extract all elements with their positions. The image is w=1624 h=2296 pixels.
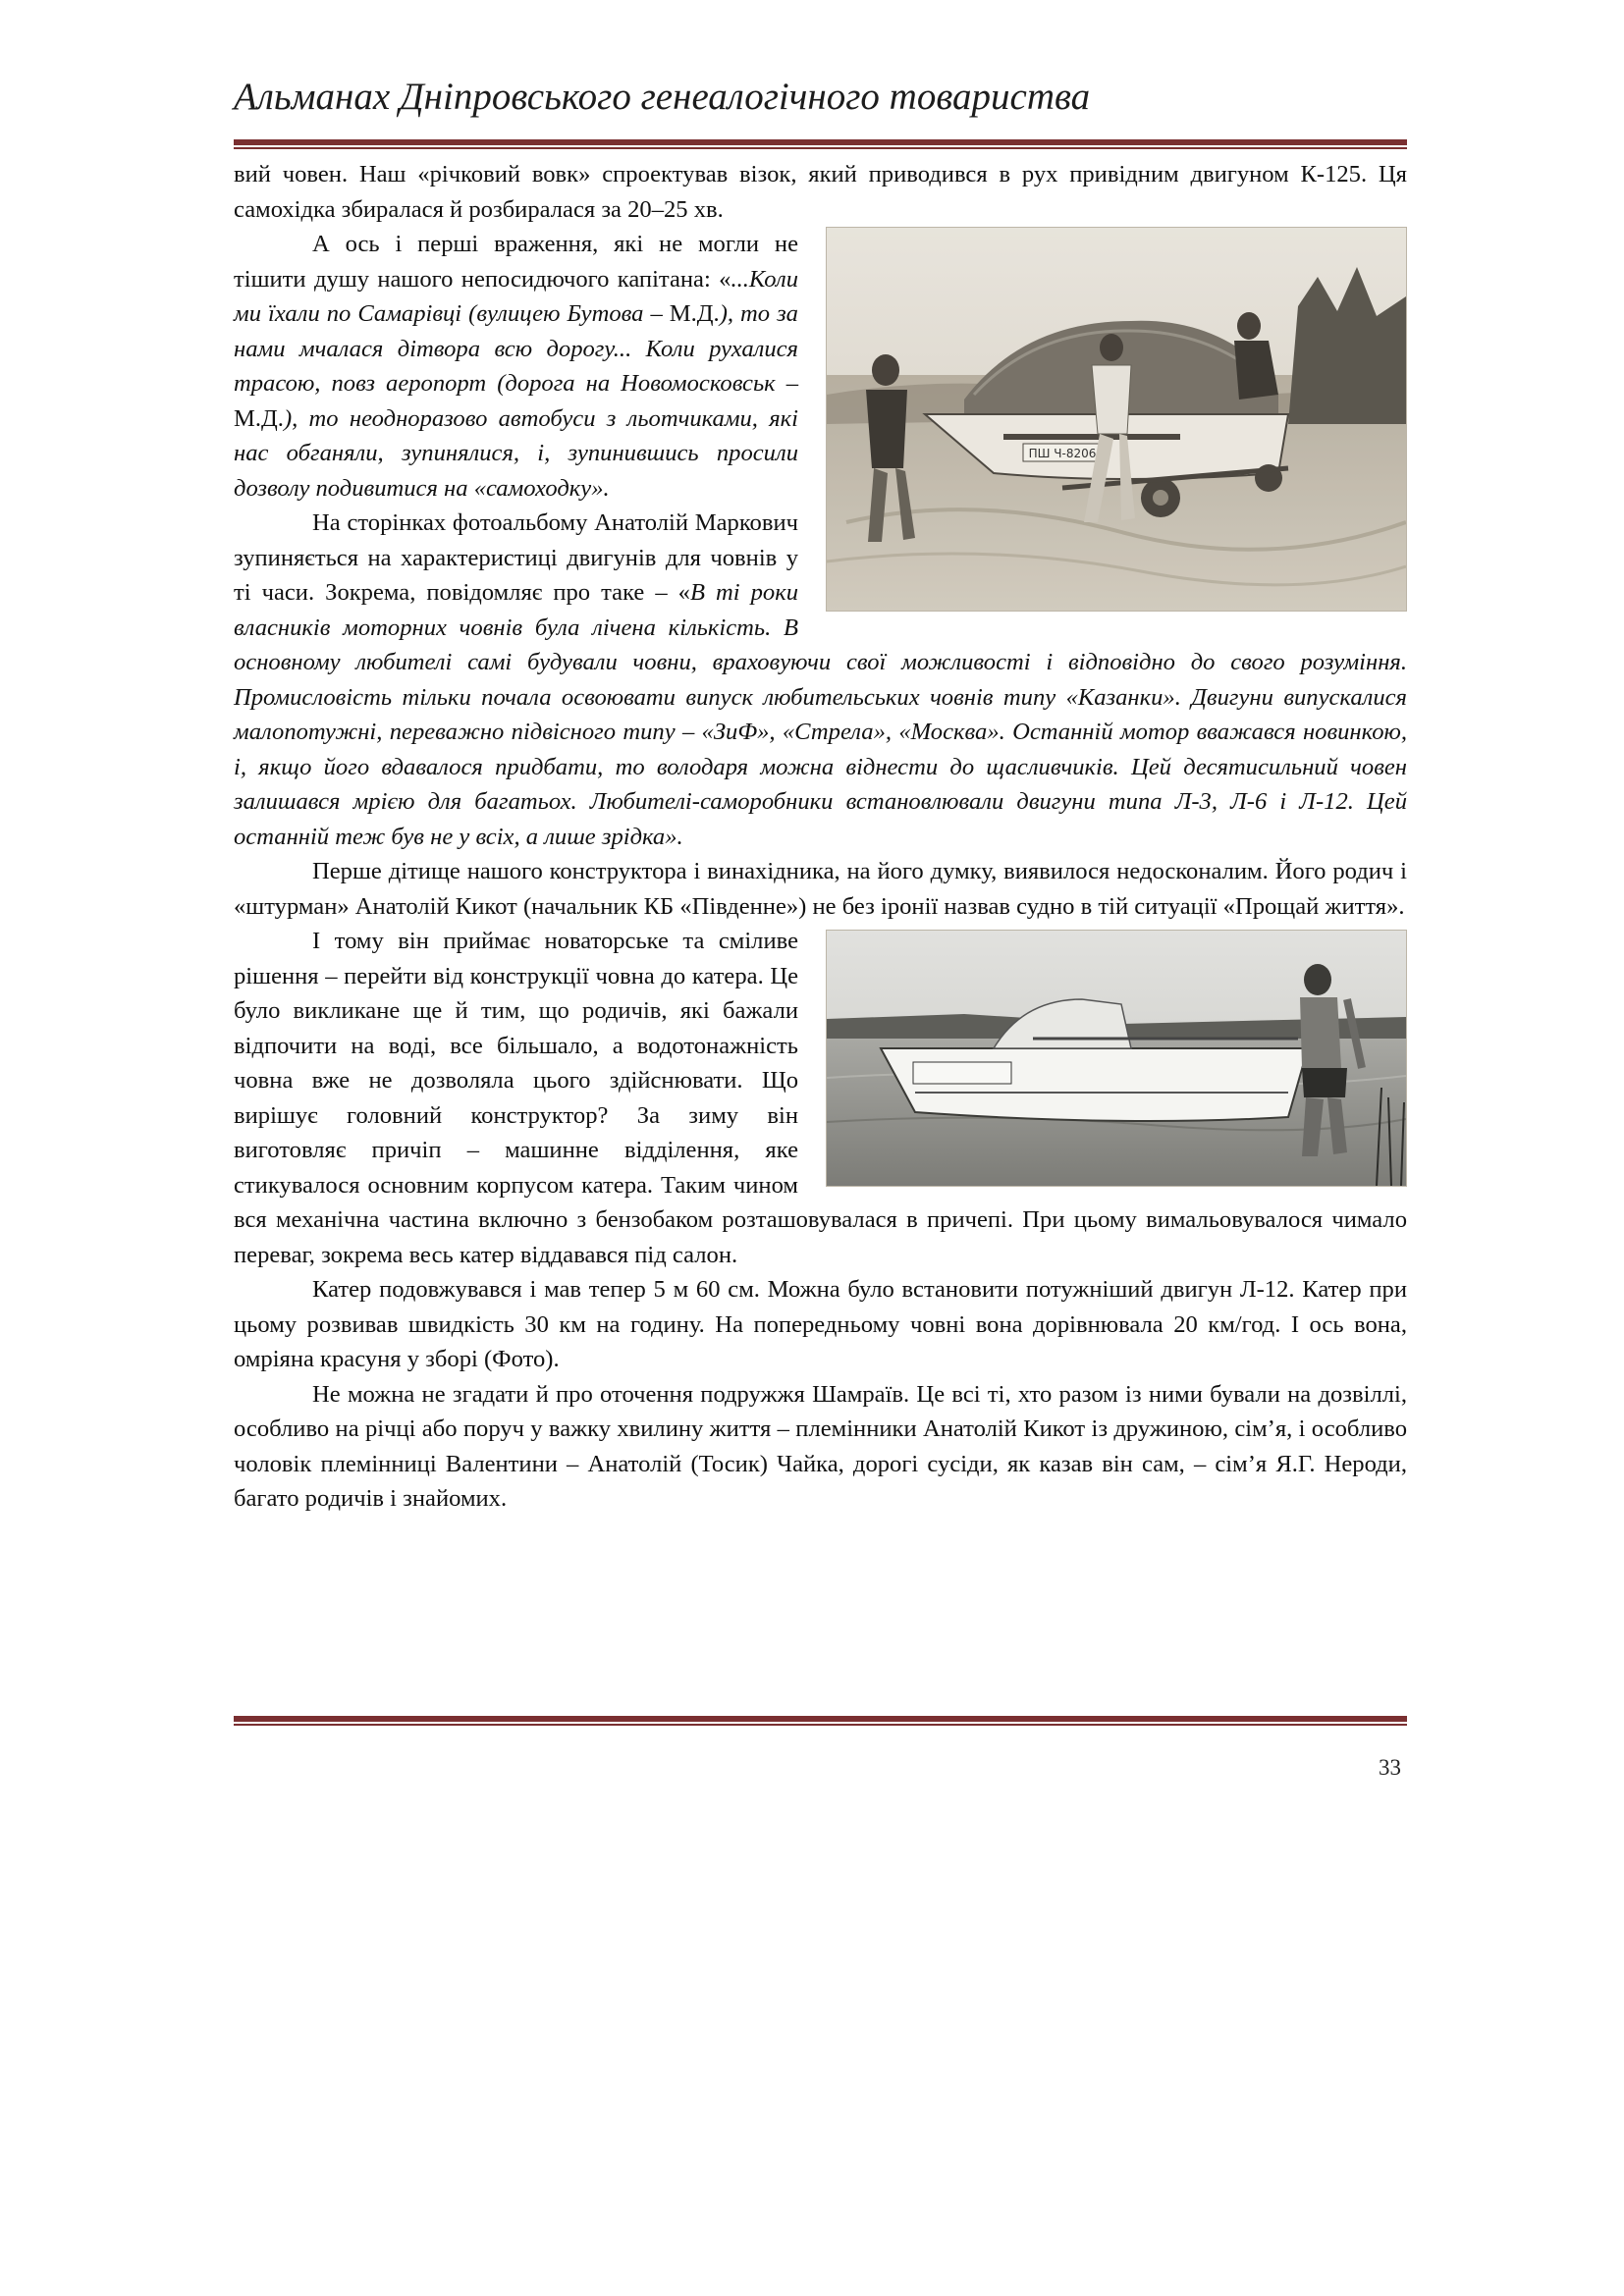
footer-rule [234, 1716, 1407, 1726]
paragraph-3-quote: В ті роки власників моторних човнів була лічена кількість. В основному любителі самі будували човни, враховуючи свої можливості і відповідно до свого розуміння. Промисловість тільки почала освоювати випуск любительських човнів типу «Казанки». Двигуни випускалися малопотужні, переважно підвісного типу – «ЗиФ», «Стрела», «Москва». Останній мотор вважався новинкою, і, якщо його вдавалося придбати, то володаря можна віднести до щасливчиків. Цей десятисильний човен залишався мрією для багатьох. Любителі-саморобники встановлювали двигуни типа Л-3, Л-6 і Л-12. Цей останній теж був не у всіх, а лише зрідка». [234, 579, 1407, 850]
photo-boat-on-trailer-image [827, 228, 1406, 611]
boat-registration-number: ПШ Ч-8206 [1028, 447, 1097, 460]
paragraph-2-note-b: – М.Д. [234, 370, 798, 432]
paragraph-1: вий човен. Наш «річковий вовк» спроектував візок, який приводився в рух привідним двигуном К-125. Ця самохідка збиралася й розбиралася за 20–25 хв. [234, 161, 1407, 223]
paragraph-2-intro: А ось і перші враження, які не могли не тішити душу нашого непосидючого капітана: « [234, 231, 798, 293]
almanac-title: Альманах Дніпровського генеалогічного товариства [234, 76, 1091, 118]
photo-boat-on-trailer [826, 227, 1407, 612]
photo-boat-on-water [826, 930, 1407, 1187]
paragraph-4: Перше дітище нашого конструктора і винахідника, на його думку, виявилося недосконалим. Його родич і «штурман» Анатолій Кикот (начальник КБ «Південне») не без іронії назвав судно в тій ситуації «Прощай життя». [234, 858, 1407, 920]
page-number: 33 [1379, 1755, 1401, 1780]
paragraph-7: Не можна не згадати й про оточення подружжя Шамраїв. Це всі ті, хто разом із ними бували на дозвіллі, особливо на річці або поруч у важку хвилину життя – племінники Анатолій Кикот із дружиною, сім’я, і особливо чоловік племінниці Валентини – Анатолій (Тосик) Чайка, дорогі сусіди, як казав він сам, – сім’я Я.Г. Нероди, багато родичів і знайомих. [234, 1380, 1407, 1512]
paragraph-5: І тому він приймає новаторське та сміливе рішення – перейти від конструкції човна до катера. Це було викликане ще й тим, що родичів, які бажали відпочити на воді, все більшало, а водотонажність човна вже не дозволяла цього здійснювати. Що вирішує головний конструктор? За зиму він виготовляє причіп – машинне відділення, яке стикувалося основним корпусом катера. Таким чином вся механічна частина включно з бензобаком розташовувалася в причепі. При цьому вимальовувалося чимало переваг, зокрема весь катер віддавався під салон. [234, 928, 1407, 1268]
article-body [234, 157, 1407, 1517]
photo-boat-on-water-image [827, 931, 1406, 1186]
paragraph-2-note-a: – М.Д. [643, 300, 720, 327]
header-rule [234, 139, 1407, 149]
paragraph-2-quote-a: ...Коли ми їхали по Самарівці (вулицею Бутова [234, 265, 798, 327]
paragraph-2-quote-c: ), то неодноразово автобуси з льотчиками, які нас обганяли, зупинялися, і, зупинившись просили дозволу подивитися на «самоходку». [234, 404, 798, 502]
paragraph-2-quote-b: ), то за нами мчалася дітвора всю дорогу... Коли рухалися трасою, повз аеропорт (дорога на Новомосковськ [234, 300, 798, 397]
paragraph-6: Катер подовжувався і мав тепер 5 м 60 см. Можна було встановити потужніший двигун Л-12. Катер при цьому розвивав швидкість 30 км на годину. На попередньому човні вона дорівнювала 20 км/год. І ось вона, омріяна красуня у зборі (Фото). [234, 1276, 1407, 1372]
paragraph-3-intro: На сторінках фотоальбому Анатолій Маркович зупиняється на характеристиці двигунів для човнів у ті часи. Зокрема, повідомляє про таке – « [234, 509, 798, 606]
